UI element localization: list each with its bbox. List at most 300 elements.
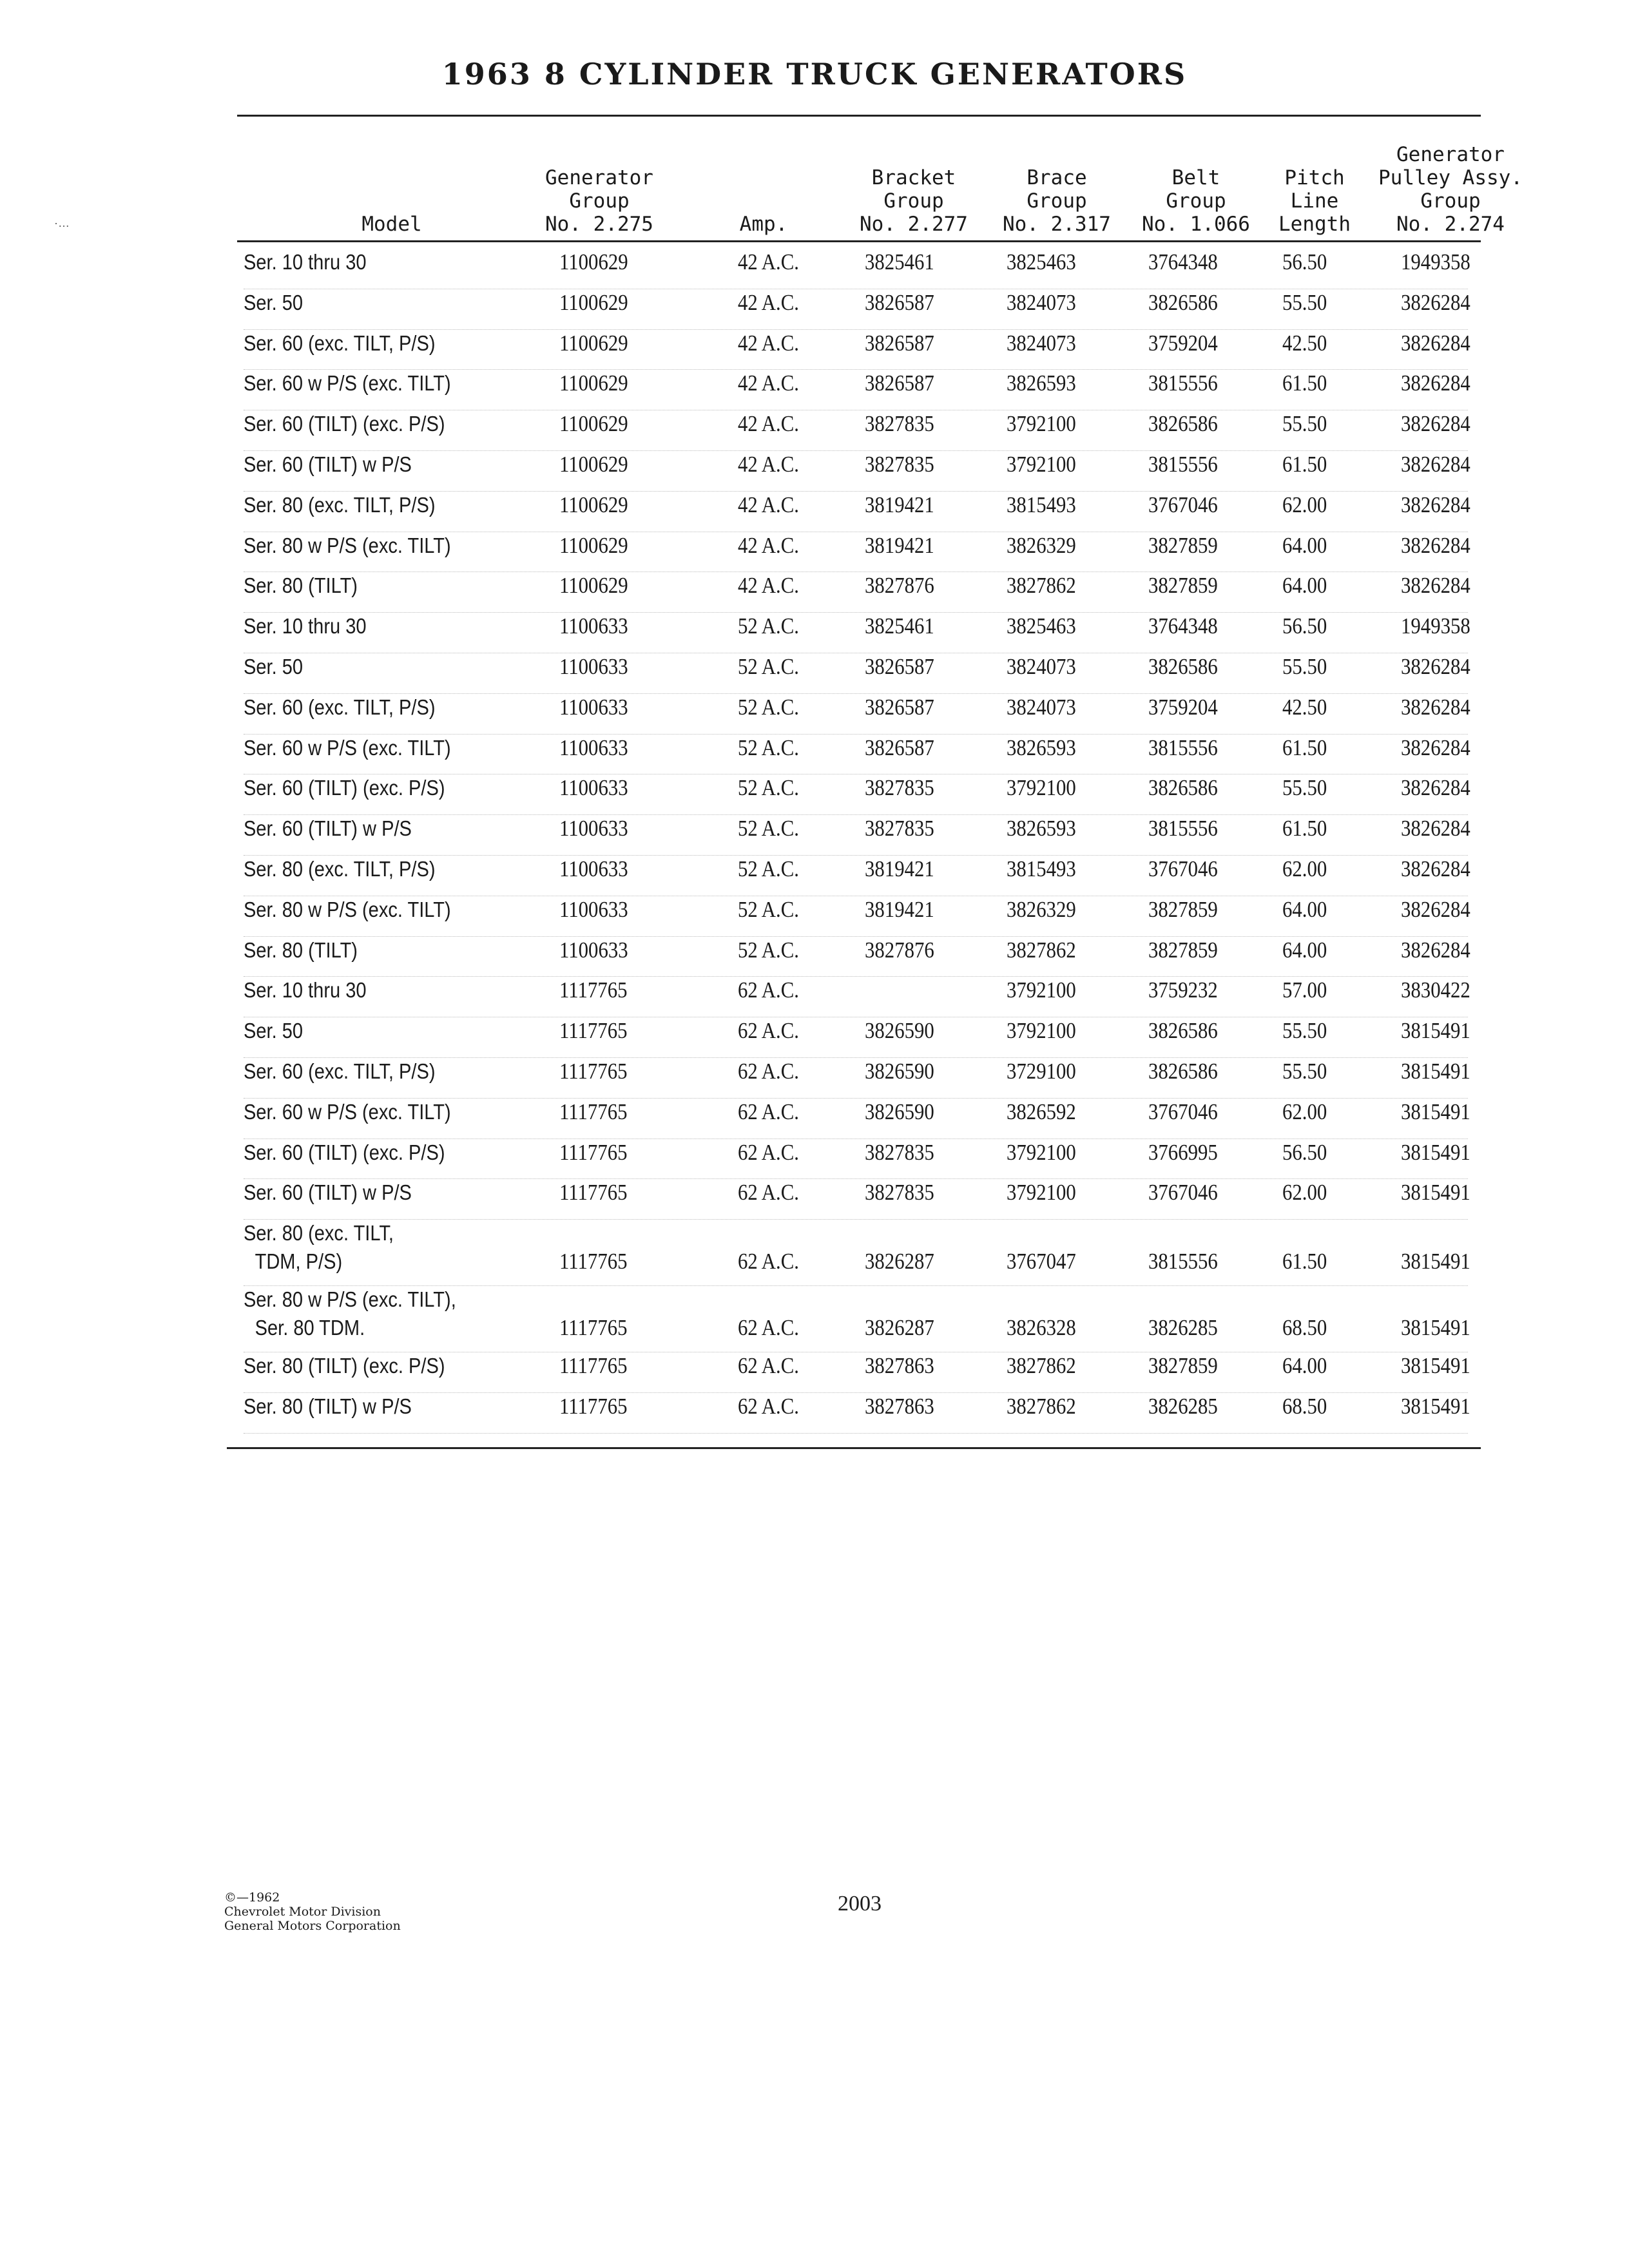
generator-group-cell: 1100629 <box>559 370 628 396</box>
belt-group-cell: 3815556 <box>1148 735 1218 760</box>
table-row <box>0 1061 1629 1101</box>
belt-group-cell: 3767046 <box>1148 1180 1218 1206</box>
amp-cell: 52 A.C. <box>738 816 799 841</box>
generator-group-cell: 1100629 <box>559 573 628 599</box>
pitch-line-length-cell: 42.50 <box>1282 694 1327 720</box>
row-divider <box>244 491 1468 492</box>
generator-group-cell: 1100633 <box>559 937 628 963</box>
header-line: No. 1.066 <box>1142 213 1250 236</box>
table-row <box>0 532 1629 575</box>
model-cell <box>244 697 516 737</box>
pitch-line-length-cell: 64.00 <box>1282 937 1327 963</box>
pitch-line-length-cell: 61.50 <box>1282 816 1327 841</box>
brace-group-cell: 3826593 <box>1007 370 1076 396</box>
belt-group-cell: 3827859 <box>1148 937 1218 963</box>
header-line: Group <box>1420 189 1481 213</box>
model-cell <box>244 332 516 373</box>
model-line: Ser. 60 w P/S (exc. TILT) <box>244 1099 451 1124</box>
belt-group-cell: 3764348 <box>1148 613 1218 639</box>
model-line: Ser. 80 (TILT) w P/S <box>244 1394 412 1418</box>
bracket-group-cell: 3827876 <box>865 937 934 963</box>
pulley-group-cell: 3815491 <box>1401 1249 1470 1274</box>
brace-group-cell: 3824073 <box>1007 289 1076 315</box>
table-row <box>0 575 1629 615</box>
generator-group-cell: 1100629 <box>559 411 628 437</box>
generator-group-cell: 1100629 <box>559 330 628 356</box>
table-row <box>0 939 1629 980</box>
bracket-group-cell: 3826587 <box>865 694 934 720</box>
model-line: Ser. 50 <box>244 1019 304 1043</box>
belt-group-cell: 3759204 <box>1148 694 1218 720</box>
amp-cell: 62 A.C. <box>738 977 799 1003</box>
amp-cell: 42 A.C. <box>738 289 799 315</box>
pitch-line-length-cell: 61.50 <box>1282 452 1327 477</box>
header-line: No. 2.277 <box>860 213 968 236</box>
model-cell <box>244 251 516 292</box>
pulley-group-cell: 3826284 <box>1401 856 1470 881</box>
model-line: Ser. 80 (TILT) <box>244 937 358 962</box>
amp-cell: 62 A.C. <box>738 1353 799 1379</box>
header-generator-group <box>541 126 657 236</box>
amp-cell: 42 A.C. <box>738 492 799 517</box>
row-divider <box>244 1057 1468 1058</box>
belt-group-cell: 3767046 <box>1148 856 1218 881</box>
generator-group-cell: 1100633 <box>559 735 628 760</box>
model-cell <box>244 858 516 899</box>
pulley-group-cell: 3826284 <box>1401 775 1470 801</box>
header-line: Pulley Assy. <box>1378 166 1523 189</box>
pitch-line-length-cell: 55.50 <box>1282 775 1327 801</box>
row-divider <box>244 329 1468 330</box>
model-cell <box>244 1182 516 1222</box>
model-line: Ser. 10 thru 30 <box>244 250 367 274</box>
generator-group-cell: 1117765 <box>559 977 628 1003</box>
table-row <box>0 372 1629 413</box>
model-cell <box>244 1142 516 1182</box>
table-row <box>0 1139 1629 1182</box>
amp-cell: 52 A.C. <box>738 937 799 963</box>
pitch-line-length-cell: 61.50 <box>1282 735 1327 760</box>
model-line: Ser. 80 w P/S (exc. TILT) <box>244 533 451 557</box>
model-cell <box>244 818 516 858</box>
pulley-group-cell: 3826284 <box>1401 937 1470 963</box>
pitch-line-length-cell: 61.50 <box>1282 370 1327 396</box>
bracket-group-cell: 3826590 <box>865 1018 934 1044</box>
pulley-group-cell: 1949358 <box>1401 249 1470 274</box>
model-cell <box>244 372 516 413</box>
model-line: Ser. 80 (exc. TILT, P/S) <box>244 857 436 881</box>
generator-group-cell: 1100633 <box>559 654 628 679</box>
pulley-group-cell: 3815491 <box>1401 1059 1470 1084</box>
generator-group-cell: 1100633 <box>559 613 628 639</box>
row-divider <box>244 1219 1468 1220</box>
pulley-group-cell: 3826284 <box>1401 330 1470 356</box>
table-row <box>0 1182 1629 1222</box>
header-line: Pitch <box>1284 166 1345 189</box>
brace-group-cell: 3792100 <box>1007 1018 1076 1044</box>
pulley-group-cell: 3826284 <box>1401 532 1470 558</box>
table-row <box>0 1020 1629 1061</box>
belt-group-cell: 3827859 <box>1148 896 1218 922</box>
brace-group-cell: 3826593 <box>1007 816 1076 841</box>
copyright-notice <box>224 1890 401 1933</box>
bracket-group-cell: 3827863 <box>865 1394 934 1419</box>
pulley-group-cell: 3826284 <box>1401 411 1470 437</box>
pitch-line-length-cell: 62.00 <box>1282 1180 1327 1206</box>
model-line: Ser. 50 <box>244 290 304 314</box>
bracket-group-cell: 3819421 <box>865 856 934 881</box>
belt-group-cell: 3759204 <box>1148 330 1218 356</box>
belt-group-cell: 3826586 <box>1148 654 1218 679</box>
row-divider <box>244 612 1468 613</box>
model-cell <box>244 615 516 656</box>
model-line: Ser. 60 (exc. TILT, P/S) <box>244 331 436 355</box>
header-line: Brace <box>1027 166 1087 189</box>
generator-group-cell: 1117765 <box>559 1059 628 1084</box>
model-line: Ser. 60 (TILT) (exc. P/S) <box>244 412 445 436</box>
row-divider <box>244 1392 1468 1393</box>
model-line: Ser. 80 w P/S (exc. TILT) <box>244 897 451 921</box>
brace-group-cell: 3827862 <box>1007 937 1076 963</box>
row-divider <box>244 1433 1468 1434</box>
belt-group-cell: 3826586 <box>1148 289 1218 315</box>
model-line: TDM, P/S) <box>255 1249 343 1274</box>
belt-group-cell: 3815556 <box>1148 1249 1218 1274</box>
header-pitch-line-length <box>1263 126 1366 236</box>
belt-group-cell: 3826285 <box>1148 1394 1218 1419</box>
belt-group-cell: 3815556 <box>1148 816 1218 841</box>
model-cell <box>244 535 516 575</box>
pitch-line-length-cell: 64.00 <box>1282 532 1327 558</box>
generator-group-cell: 1117765 <box>559 1353 628 1379</box>
brace-group-cell: 3825463 <box>1007 613 1076 639</box>
pitch-line-length-cell: 68.50 <box>1282 1315 1327 1341</box>
pitch-line-length-cell: 56.50 <box>1282 613 1327 639</box>
bracket-group-cell: 3827835 <box>865 411 934 437</box>
model-cell <box>244 454 516 494</box>
pitch-line-length-cell: 55.50 <box>1282 411 1327 437</box>
brace-group-cell: 3792100 <box>1007 1139 1076 1165</box>
amp-cell: 62 A.C. <box>738 1180 799 1206</box>
table-row <box>0 1101 1629 1142</box>
generator-group-cell: 1100629 <box>559 452 628 477</box>
header-bracket-group <box>849 126 978 236</box>
bracket-group-cell: 3827835 <box>865 816 934 841</box>
pulley-group-cell: 3815491 <box>1401 1099 1470 1124</box>
header-line: Amp. <box>739 213 788 236</box>
page-number: 2003 <box>838 1892 882 1916</box>
model-line: Ser. 60 (TILT) (exc. P/S) <box>244 776 445 800</box>
pulley-group-cell: 3826284 <box>1401 452 1470 477</box>
amp-cell: 62 A.C. <box>738 1018 799 1044</box>
brace-group-cell: 3827862 <box>1007 1394 1076 1419</box>
pulley-group-cell: 3826284 <box>1401 492 1470 517</box>
page-title: 1963 8 CYLINDER TRUCK GENERATORS <box>441 57 1188 91</box>
pulley-group-cell: 3815491 <box>1401 1180 1470 1206</box>
pitch-line-length-cell: 64.00 <box>1282 896 1327 922</box>
table-row <box>0 494 1629 535</box>
row-divider <box>244 936 1468 937</box>
pulley-group-cell: 3815491 <box>1401 1394 1470 1419</box>
bracket-group-cell: 3826287 <box>865 1315 934 1341</box>
bracket-group-cell: 3826587 <box>865 330 934 356</box>
bracket-group-cell: 3827876 <box>865 573 934 599</box>
model-cell <box>244 1101 516 1142</box>
generator-group-cell: 1100629 <box>559 249 628 274</box>
amp-cell: 52 A.C. <box>738 613 799 639</box>
amp-cell: 62 A.C. <box>738 1139 799 1165</box>
table-row <box>0 1289 1629 1355</box>
brace-group-cell: 3792100 <box>1007 1180 1076 1206</box>
brace-group-cell: 3826592 <box>1007 1099 1076 1124</box>
brace-group-cell: 3826593 <box>1007 735 1076 760</box>
bracket-group-cell: 3826587 <box>865 289 934 315</box>
brace-group-cell: 3824073 <box>1007 654 1076 679</box>
model-line: Ser. 60 (TILT) w P/S <box>244 1180 412 1205</box>
pitch-line-length-cell: 62.00 <box>1282 856 1327 881</box>
model-line: Ser. 80 w P/S (exc. TILT), <box>244 1287 456 1312</box>
pulley-group-cell: 3826284 <box>1401 654 1470 679</box>
header-line: Bracket <box>871 166 956 189</box>
header-line: Line <box>1290 189 1339 213</box>
brace-group-cell: 3825463 <box>1007 249 1076 274</box>
row-divider <box>244 976 1468 977</box>
model-cell <box>244 1396 516 1436</box>
generator-group-cell: 1117765 <box>559 1139 628 1165</box>
amp-cell: 42 A.C. <box>738 330 799 356</box>
bracket-group-cell: 3825461 <box>865 613 934 639</box>
row-divider <box>244 693 1468 694</box>
amp-cell: 62 A.C. <box>738 1249 799 1274</box>
row-divider <box>244 1098 1468 1099</box>
header-line: Length <box>1278 213 1351 236</box>
pulley-group-cell: 3815491 <box>1401 1139 1470 1165</box>
generator-group-cell: 1100633 <box>559 896 628 922</box>
brace-group-cell: 3792100 <box>1007 452 1076 477</box>
table-row <box>0 332 1629 373</box>
amp-cell: 52 A.C. <box>738 654 799 679</box>
brace-group-cell: 3792100 <box>1007 411 1076 437</box>
table-row <box>0 777 1629 818</box>
table-row <box>0 979 1629 1020</box>
header-line: Belt <box>1171 166 1220 189</box>
amp-cell: 42 A.C. <box>738 411 799 437</box>
belt-group-cell: 3827859 <box>1148 573 1218 599</box>
amp-cell: 42 A.C. <box>738 532 799 558</box>
amp-cell: 52 A.C. <box>738 896 799 922</box>
amp-cell: 62 A.C. <box>738 1059 799 1084</box>
row-divider <box>244 1178 1468 1179</box>
model-cell <box>244 1355 516 1396</box>
brace-group-cell: 3729100 <box>1007 1059 1076 1084</box>
table-row <box>0 1355 1629 1396</box>
generator-group-cell: 1117765 <box>559 1315 628 1341</box>
model-cell <box>244 737 516 778</box>
table-row <box>0 615 1629 656</box>
header-model <box>353 126 430 236</box>
generator-group-cell: 1117765 <box>559 1394 628 1419</box>
bracket-group-cell: 3827835 <box>865 452 934 477</box>
belt-group-cell: 3764348 <box>1148 249 1218 274</box>
model-line: Ser. 50 <box>244 655 304 678</box>
belt-group-cell: 3759232 <box>1148 977 1218 1003</box>
pitch-line-length-cell: 55.50 <box>1282 1018 1327 1044</box>
header-rule <box>237 240 1481 242</box>
copyright-line: General Motors Corporation <box>224 1919 401 1933</box>
generator-group-cell: 1100629 <box>559 532 628 558</box>
generator-group-cell: 1117765 <box>559 1099 628 1124</box>
pulley-group-cell: 3826284 <box>1401 896 1470 922</box>
row-divider <box>244 734 1468 735</box>
header-line: Group <box>1166 189 1226 213</box>
copyright-line: ©—1962 <box>224 1890 280 1905</box>
pulley-group-cell: 3815491 <box>1401 1353 1470 1379</box>
brace-group-cell: 3792100 <box>1007 775 1076 801</box>
amp-cell: 52 A.C. <box>738 775 799 801</box>
table-row <box>0 289 1629 332</box>
pulley-group-cell: 3830422 <box>1401 977 1470 1003</box>
amp-cell: 62 A.C. <box>738 1099 799 1124</box>
belt-group-cell: 3826586 <box>1148 1059 1218 1084</box>
bracket-group-cell: 3826287 <box>865 1249 934 1274</box>
belt-group-cell: 3826586 <box>1148 1018 1218 1044</box>
bracket-group-cell: 3827835 <box>865 1180 934 1206</box>
header-line: Group <box>569 189 630 213</box>
belt-group-cell: 3767046 <box>1148 1099 1218 1124</box>
header-brace-group <box>992 126 1121 236</box>
brace-group-cell: 3824073 <box>1007 694 1076 720</box>
brace-group-cell: 3824073 <box>1007 330 1076 356</box>
model-cell <box>244 1020 516 1061</box>
bracket-group-cell: 3825461 <box>865 249 934 274</box>
model-line: Ser. 80 (TILT) (exc. P/S) <box>244 1354 445 1378</box>
model-line: Ser. 10 thru 30 <box>244 614 367 639</box>
amp-cell: 42 A.C. <box>738 370 799 396</box>
pitch-line-length-cell: 62.00 <box>1282 1099 1327 1124</box>
pulley-group-cell: 3826284 <box>1401 573 1470 599</box>
pitch-line-length-cell: 64.00 <box>1282 1353 1327 1379</box>
belt-group-cell: 3827859 <box>1148 532 1218 558</box>
pitch-line-length-cell: 57.00 <box>1282 977 1327 1003</box>
model-line: Ser. 80 (exc. TILT, P/S) <box>244 492 436 517</box>
model-line: Ser. 80 (exc. TILT, <box>244 1221 394 1245</box>
model-line: Ser. 60 (TILT) w P/S <box>244 816 412 841</box>
header-line: Group <box>883 189 944 213</box>
model-cell <box>244 292 516 332</box>
pitch-line-length-cell: 55.50 <box>1282 1059 1327 1084</box>
pitch-line-length-cell: 42.50 <box>1282 330 1327 356</box>
row-divider <box>244 855 1468 856</box>
belt-group-cell: 3766995 <box>1148 1139 1218 1165</box>
brace-group-cell: 3815493 <box>1007 856 1076 881</box>
pulley-group-cell: 3815491 <box>1401 1315 1470 1341</box>
bracket-group-cell: 3826590 <box>865 1099 934 1124</box>
model-cell <box>244 494 516 535</box>
bracket-group-cell: 3826590 <box>865 1059 934 1084</box>
belt-group-cell: 3826285 <box>1148 1315 1218 1341</box>
bracket-group-cell: 3827835 <box>865 1139 934 1165</box>
header-generator-pulley-group <box>1370 126 1531 236</box>
generator-group-cell: 1100633 <box>559 856 628 881</box>
pulley-group-cell: 3826284 <box>1401 370 1470 396</box>
table-row <box>0 896 1629 939</box>
table-row <box>0 656 1629 697</box>
pulley-group-cell: 1949358 <box>1401 613 1470 639</box>
pitch-line-length-cell: 55.50 <box>1282 654 1327 679</box>
model-cell <box>244 413 516 454</box>
model-line: Ser. 60 (TILT) w P/S <box>244 452 412 476</box>
amp-cell: 42 A.C. <box>738 452 799 477</box>
row-divider <box>244 814 1468 815</box>
amp-cell: 62 A.C. <box>738 1394 799 1419</box>
table-row <box>0 413 1629 454</box>
model-line: Ser. 60 w P/S (exc. TILT) <box>244 735 451 760</box>
brace-group-cell: 3792100 <box>1007 977 1076 1003</box>
copyright-line: Chevrolet Motor Division <box>224 1905 381 1919</box>
model-line: Ser. 60 (TILT) (exc. P/S) <box>244 1140 445 1164</box>
header-line: Generator <box>1396 143 1505 166</box>
row-divider <box>244 369 1468 370</box>
bracket-group-cell: 3819421 <box>865 896 934 922</box>
model-cell <box>244 979 516 1020</box>
belt-group-cell: 3815556 <box>1148 370 1218 396</box>
generator-group-cell: 1117765 <box>559 1018 628 1044</box>
header-line: No. 2.275 <box>545 213 653 236</box>
brace-group-cell: 3826329 <box>1007 532 1076 558</box>
table-row <box>0 1396 1629 1436</box>
generator-group-cell: 1117765 <box>559 1180 628 1206</box>
model-cell <box>244 939 516 980</box>
amp-cell: 52 A.C. <box>738 856 799 881</box>
generator-group-cell: 1100633 <box>559 694 628 720</box>
generator-group-cell: 1100633 <box>559 775 628 801</box>
amp-cell: 42 A.C. <box>738 573 799 599</box>
brace-group-cell: 3767047 <box>1007 1249 1076 1274</box>
table-row <box>0 737 1629 778</box>
model-line: Ser. 60 w P/S (exc. TILT) <box>244 371 451 396</box>
table-row <box>0 251 1629 292</box>
pulley-group-cell: 3826284 <box>1401 694 1470 720</box>
generator-group-cell: 1100629 <box>559 492 628 517</box>
header-line: No. 2.274 <box>1396 213 1505 236</box>
model-cell <box>244 575 516 615</box>
bracket-group-cell: 3819421 <box>865 532 934 558</box>
amp-cell: 42 A.C. <box>738 249 799 274</box>
model-line: Ser. 10 thru 30 <box>244 978 367 1003</box>
amp-cell: 52 A.C. <box>738 735 799 760</box>
pitch-line-length-cell: 68.50 <box>1282 1394 1327 1419</box>
belt-group-cell: 3767046 <box>1148 492 1218 517</box>
pitch-line-length-cell: 55.50 <box>1282 289 1327 315</box>
table-row <box>0 694 1629 737</box>
model-line: Ser. 60 (exc. TILT, P/S) <box>244 695 436 719</box>
pitch-line-length-cell: 64.00 <box>1282 573 1327 599</box>
model-cell <box>244 777 516 818</box>
model-cell <box>244 1222 516 1289</box>
header-belt-group <box>1132 126 1260 236</box>
bracket-group-cell: 3826587 <box>865 735 934 760</box>
pitch-line-length-cell: 56.50 <box>1282 1139 1327 1165</box>
brace-group-cell: 3815493 <box>1007 492 1076 517</box>
amp-cell: 52 A.C. <box>738 694 799 720</box>
model-cell <box>244 1061 516 1101</box>
bracket-group-cell: 3827835 <box>865 775 934 801</box>
header-amp <box>722 126 805 236</box>
header-line: Generator <box>545 166 653 189</box>
header-line: No. 2.317 <box>1003 213 1111 236</box>
pulley-group-cell: 3826284 <box>1401 816 1470 841</box>
brace-group-cell: 3827862 <box>1007 1353 1076 1379</box>
